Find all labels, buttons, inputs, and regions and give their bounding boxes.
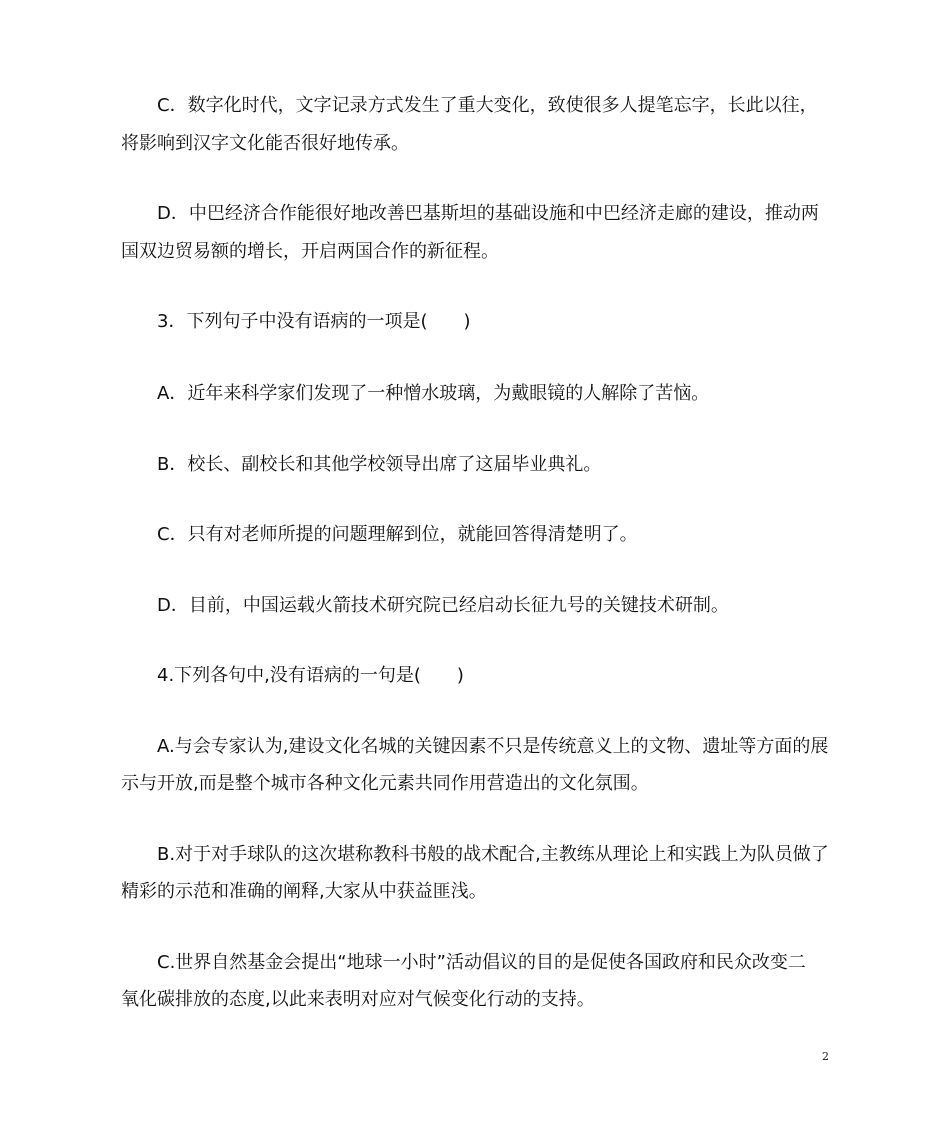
question-3-stem: 3．下列句子中没有语病的一项是( ) — [157, 311, 471, 332]
question-4-option-a-line-2: 示与开放,而是整个城市各种文化元素共同作用营造出的文化氛围。 — [121, 773, 649, 794]
question-4-option-a-line-1: A.与会专家认为,建设文化名城的关键因素不只是传统意义上的文物、遗址等方面的展 — [157, 736, 829, 757]
question-4-option-c-line-1: C.世界自然基金会提出“地球一小时”活动倡议的目的是促使各国政府和民众改变二 — [157, 952, 806, 973]
question-3-option-c: C．只有对老师所提的问题理解到位，就能回答得清楚明了。 — [157, 524, 638, 545]
question-3-option-b: B．校长、副校长和其他学校领导出席了这届毕业典礼。 — [157, 454, 602, 475]
question-3-option-a: A．近年来科学家们发现了一种憎水玻璃，为戴眼镜的人解除了苦恼。 — [157, 383, 710, 404]
question-4-stem: 4.下列各句中,没有语病的一句是( ) — [157, 665, 464, 686]
question-4-option-b-line-1: B.对于对手球队的这次堪称教科书般的战术配合,主教练从理论上和实践上为队员做了 — [157, 844, 829, 865]
question-4-option-c-line-2: 氧化碳排放的态度,以此来表明对应对气候变化行动的支持。 — [121, 989, 595, 1010]
option-d-line-1: D．中巴经济合作能很好地改善巴基斯坦的基础设施和中巴经济走廊的建设，推动两 — [157, 203, 819, 224]
question-3-option-d: D．目前，中国运载火箭技术研究院已经启动长征九号的关键技术研制。 — [157, 595, 729, 616]
option-c-line-1: C．数字化时代，文字记录方式发生了重大变化，致使很多人提笔忘字，长此以往， — [157, 95, 818, 116]
option-c-line-2: 将影响到汉字文化能否很好地传承。 — [121, 133, 409, 154]
option-d-line-2: 国双边贸易额的增长，开启两国合作的新征程。 — [121, 241, 499, 262]
question-4-option-b-line-2: 精彩的示范和准确的阐释,大家从中获益匪浅。 — [121, 881, 487, 902]
page-number: 2 — [822, 1050, 829, 1063]
